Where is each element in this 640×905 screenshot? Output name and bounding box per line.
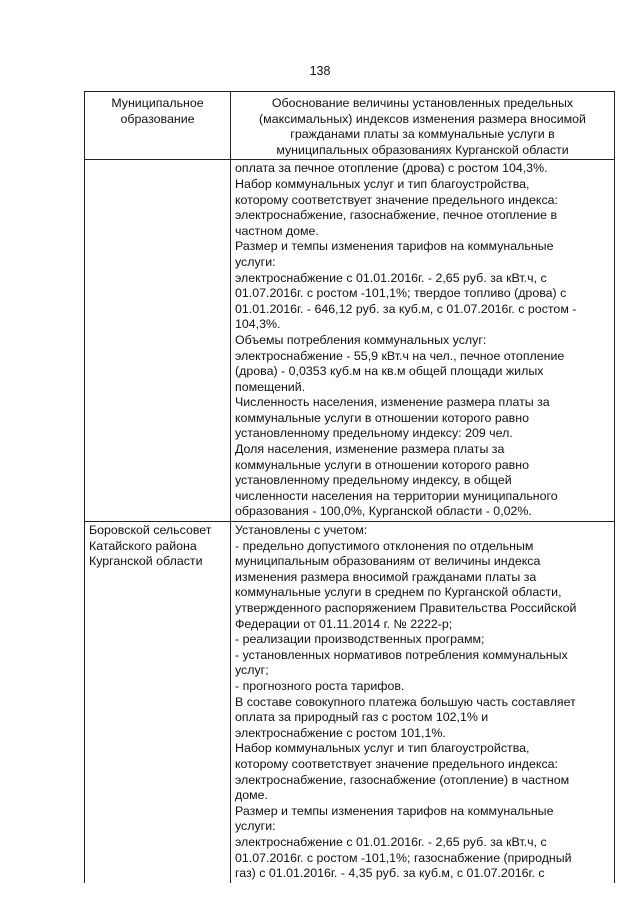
justification-line: электроснабжение с ростом 101,1%. [235,725,446,740]
table-row [85,160,615,522]
justification-line: электроснабжение, газоснабжение, печное отопление в [235,208,558,223]
justification-line: коммунальные услуги в среднем по Курганской области, [235,585,562,600]
justification-line: - прогнозного роста тарифов. [235,678,405,693]
row-municipality-cell [85,522,231,883]
justification-line: услуги: [235,819,276,834]
page-number: 138 [309,64,331,78]
header-justification-line: гражданами платы за коммунальные услуги в [290,127,555,142]
justification-line: - установленных нормативов потребления коммунальных [235,647,568,662]
municipality-name-line: Катайского района [89,538,197,553]
justification-line: 01.07.2016г. с ростом -101,1%; газоснабжение (природный [235,850,572,865]
justification-line: Численность населения, изменение размера платы за [235,395,550,410]
justification-table [84,91,615,883]
justification-line: утвержденного распоряжением Правительства Российской [235,601,577,615]
table-header-row [85,92,615,160]
header-justification-line: муниципальных образованиях Курганской области [276,142,569,157]
justification-line: коммунальные услуги в отношении которого равно [235,457,529,472]
justification-line: образования - 100,0%, Курганской области - 0,02%. [235,504,532,519]
justification-line: услуг; [235,663,269,678]
justification-line: оплата за природный газ с ростом 102,1% и [235,710,489,725]
justification-line: Набор коммунальных услуг и тип благоустройства, [235,741,530,756]
justification-line: Установлены с учетом: [235,523,368,538]
header-municipality [85,92,231,160]
justification-line: Набор коммунальных услуг и тип благоустройства, [235,176,530,191]
justification-line: доме. [235,788,268,803]
justification-line: - предельно допустимого отклонения по отдельным [235,538,534,553]
municipality-name-line: Курганской области [89,554,203,569]
justification-line: Федерации от 01.11.2014 г. № 2222-р; [235,616,453,631]
justification-line: электроснабжение - 55,9 кВт.ч на чел., печное отопление [235,348,565,363]
justification-line: Доля населения, изменение размера платы за [235,442,505,457]
justification-line: В составе совокупного платежа большую часть составляет [235,694,576,709]
justification-line: Объемы потребления коммунальных услуг: [235,332,487,347]
justification-line: (дрова) - 0,0353 куб.м на кв.м общей площади жилых [235,364,544,379]
header-justification-line: (максимальных) индексов изменения размера вносимой [259,111,586,126]
header-justification [231,92,615,160]
header-municipality-line: Муниципальное [111,96,204,110]
header-municipality-line: образование [120,111,195,126]
justification-line: Размер и темпы изменения тарифов на коммунальные [235,803,554,818]
justification-line: которому соответствует значение предельного индекса: [235,756,558,771]
row-justification-cell [231,160,615,522]
justification-line: электроснабжение с 01.01.2016г. - 2,65 руб. за кВт.ч, с [235,834,547,849]
justification-line: помещений. [235,379,306,394]
justification-line: услуги: [235,254,276,269]
row-justification-cell [231,522,615,883]
justification-line: установленному предельному индексу: 209 чел. [235,426,513,441]
municipality-name-line: Боровской сельсовет [89,523,212,538]
justification-line: которому соответствует значение предельного индекса: [235,192,558,207]
justification-line: Размер и темпы изменения тарифов на коммунальные [235,239,554,254]
justification-line: муниципальным образованиям от величины индекса [235,554,541,569]
header-justification-line: Обоснование величины установленных предельных [271,96,574,110]
justification-line: газ) с 01.01.2016г. - 4,35 руб. за куб.м, с 01.07.2016г. с [235,866,545,881]
justification-line: электроснабжение с 01.01.2016г. - 2,65 руб. за кВт.ч, с [235,270,547,285]
justification-line: изменения размера вносимой гражданами платы за [235,569,537,584]
justification-line: 01.07.2016г. с ростом -101,1%; твердое топливо (дрова) с [235,286,567,301]
justification-line: 104,3%. [235,317,281,332]
justification-line: численности населения на территории муниципального [235,488,558,503]
justification-line: электроснабжение, газоснабжение (отопление) в частном [235,772,570,787]
row-municipality-cell [85,160,231,522]
justification-line: коммунальные услуги в отношении которого равно [235,410,529,425]
justification-line: оплата за печное отопление (дрова) с ростом 104,3%. [235,161,548,176]
table-row [85,522,615,883]
justification-line: 01.01.2016г. - 646,12 руб. за куб.м, с 01.07.2016г. с ростом - [235,301,577,316]
justification-line: - реализации производственных программ; [235,632,485,647]
justification-line: частном доме. [235,223,319,238]
justification-line: установленному предельному индексу, в общей [235,473,512,488]
